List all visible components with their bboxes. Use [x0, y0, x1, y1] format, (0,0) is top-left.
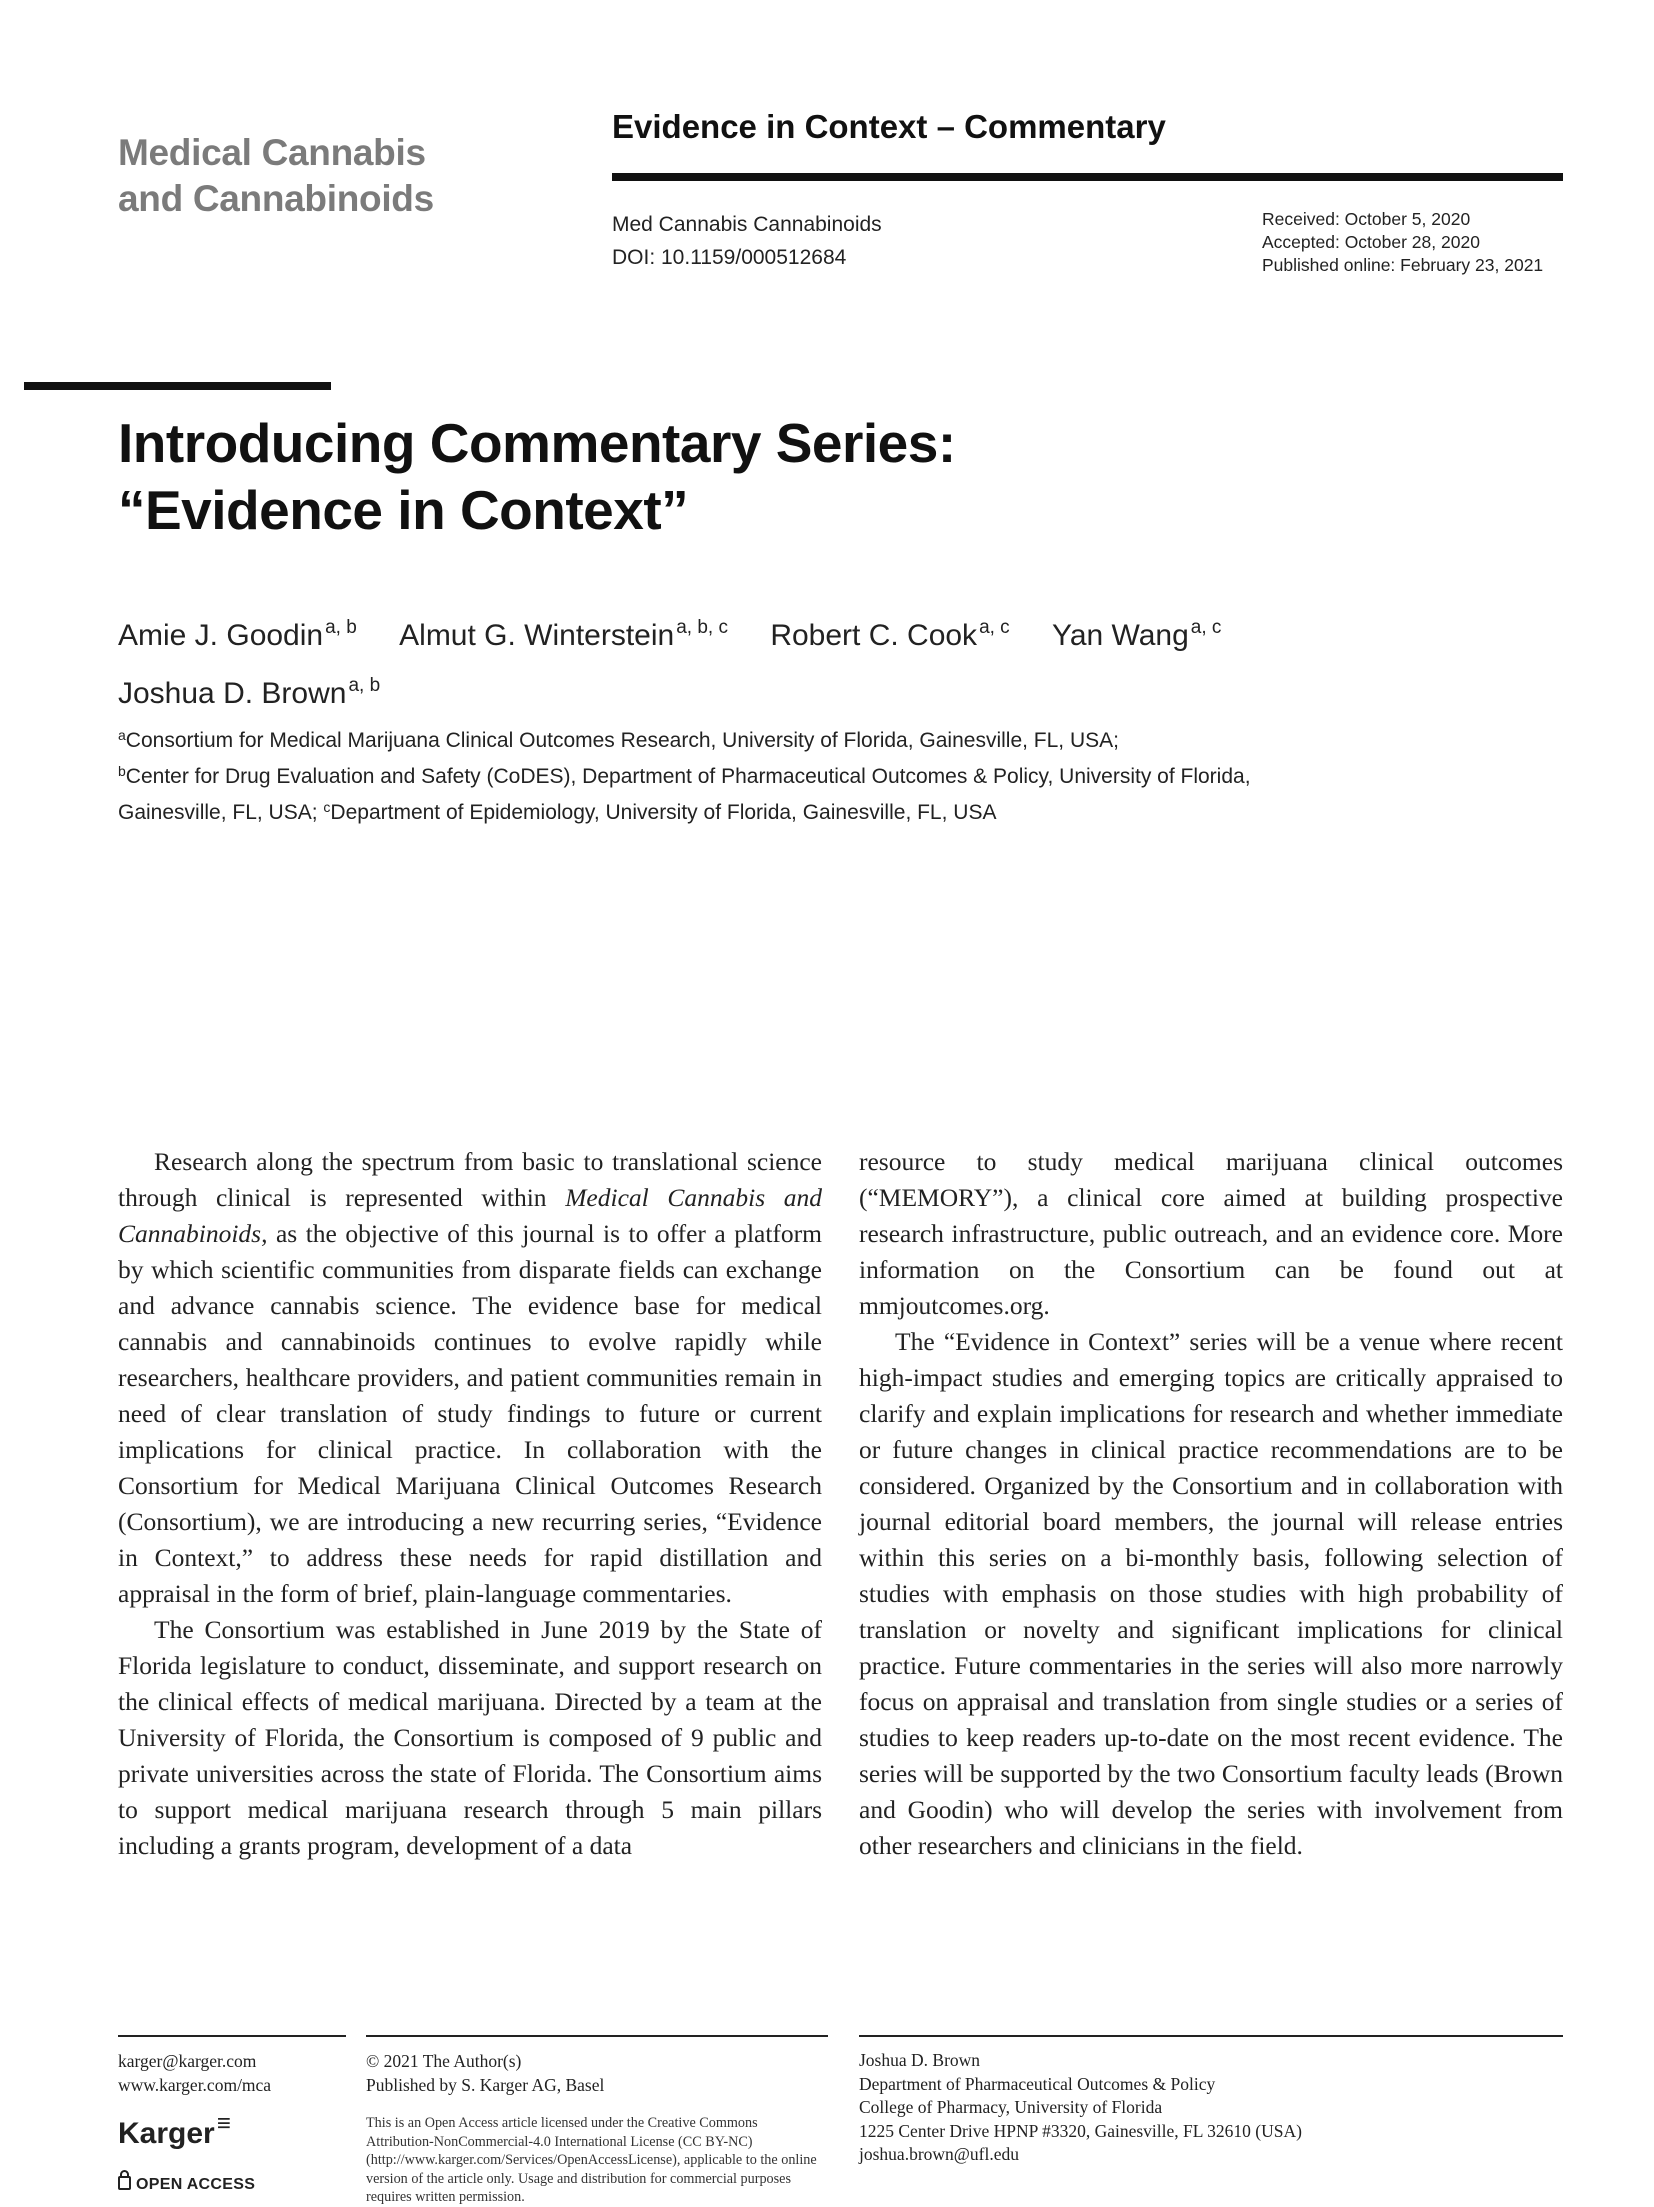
- body-text: Research along the spectrum from basic to translational science through clinical is represented within: [118, 1147, 822, 1212]
- author-name: Amie J. Goodin: [118, 619, 324, 652]
- open-access-label: OPEN ACCESS: [136, 2176, 256, 2193]
- corresp-email[interactable]: joshua.brown@ufl.edu: [859, 2144, 1019, 2164]
- copyright-line: © 2021 The Author(s): [366, 2051, 522, 2071]
- published-date: Published online: February 23, 2021: [1262, 255, 1544, 275]
- received-date: Received: October 5, 2020: [1262, 209, 1471, 229]
- section-label: Evidence in Context – Commentary: [612, 108, 1166, 145]
- journal-name: [118, 130, 478, 222]
- footer-rule-right: [859, 2035, 1563, 2037]
- citation-journal: Med Cannabis Cannabinoids: [612, 213, 882, 236]
- article-dates: [1262, 208, 1543, 277]
- journal-name-line-1: Medical Cannabis: [118, 132, 426, 173]
- correspondence-block: [859, 2049, 1302, 2167]
- author-affil: a, b, c: [676, 617, 728, 638]
- author-affil: a, b: [348, 675, 381, 696]
- body-paragraph-3: The “Evidence in Context” series will be a venue where recent high-impact studies and emerging topics are critically appraised to clarify and explain implications for research and whether immediate or future changes in clinical practice recommendations are to be considered. Organized by the Consortium and in collaboration with journal editorial board members, the journal will release entries within this series on a bi-monthly basis, following selection of studies with emphasis on those studies with high probability of translation or novelty and significant implications for clinical practice. Future commentaries in the series will also more narrowly focus on appraisal and translation from single studies or a series of studies to keep readers up-to-date on the most recent evidence. The series will be supported by the two Consortium faculty leads (Brown and Goodin) who will develop the series with involvement from other researchers and clinicians in the field.: [859, 1327, 1563, 1860]
- body-paragraph-2: The Consortium was established in June 2019 by the State of Florida legislature to conduct, disseminate, and support research on the clinical effects of medical marijuana. Directed by a team at the University of Florida, the Consortium is composed of 9 public and private universities across the state of Florida. The Consortium aims to support medical marijuana research through 5 main pillars including a grants program, development of a data: [118, 1615, 822, 1860]
- publisher-contact: [118, 2049, 271, 2097]
- author-name: Yan Wang: [1052, 619, 1189, 652]
- affiliation-mark: a: [118, 727, 126, 743]
- open-lock-icon: [118, 2176, 131, 2190]
- author-name: Joshua D. Brown: [118, 677, 347, 710]
- header-rule: [612, 173, 1563, 181]
- publisher-email[interactable]: karger@karger.com: [118, 2051, 257, 2071]
- author: [118, 661, 380, 719]
- body-text: as the objective of this journal is to offer a platform by which scientific communities from disparate fields can exchange and advance cannabis science. The evidence base for medical cannabis and cannabinoids continues to evolve rapidly while researchers, healthcare providers, and patient communities remain in need of clear translation of study findings to future or current implications for clinical practice. In collaboration with the Consortium for Medical Marijuana Clinical Outcomes Research (Consortium), we are introducing a new recurring series, “Evidence in Context,” to address these needs for rapid distillation and appraisal in the form of brief, plain-language commentaries.: [118, 1219, 822, 1608]
- affiliation-group: [118, 756, 1288, 828]
- author: [118, 603, 357, 661]
- corresp-department: Department of Pharmaceutical Outcomes & Policy: [859, 2073, 1216, 2094]
- karger-logo-mark-icon: ≡: [216, 2110, 231, 2137]
- citation-block: [612, 208, 882, 274]
- citation-doi[interactable]: DOI: 10.1159/000512684: [612, 246, 847, 269]
- author: [1052, 603, 1221, 661]
- body-paragraph-1: [118, 1144, 822, 1612]
- author-list: [118, 603, 1318, 719]
- body-paragraph-2-continued: resource to study medical marijuana clinical outcomes (“MEMORY”), a clinical core aimed at building prospective research infrastructure, public outreach, and an evidence core. More information on the Consortium can be found out at mmjoutcomes.org.: [859, 1147, 1563, 1320]
- affiliation-text: Consortium for Medical Marijuana Clinical Outcomes Research, University of Florida, Gainesville, FL, USA;: [125, 729, 1119, 752]
- author-name: Robert C. Cook: [770, 619, 978, 652]
- corresp-address: 1225 Center Drive HPNP #3320, Gainesville, FL 32610 (USA): [859, 2120, 1302, 2141]
- title-rule: [24, 382, 331, 390]
- karger-logo: [118, 2110, 231, 2151]
- affiliation-mark: c: [323, 799, 331, 815]
- journal-name-line-2: and Cannabinoids: [118, 178, 434, 219]
- footer-rule-left: [118, 2035, 346, 2037]
- body-column-right: [859, 1144, 1563, 1864]
- publisher-website[interactable]: www.karger.com/mca: [118, 2075, 272, 2095]
- corresp-college: College of Pharmacy, University of Florida: [859, 2097, 1163, 2117]
- affiliations: [118, 720, 1288, 828]
- affiliation: [118, 720, 1288, 756]
- title-line-2: “Evidence in Context”: [118, 479, 689, 541]
- open-access-badge: [118, 2176, 255, 2194]
- affiliation-text: Center for Drug Evaluation and Safety (CoDES), Department of Pharmaceutical Outcomes & Policy, University of Florida, Gainesville, FL, USA;: [118, 765, 1251, 824]
- corresp-name: Joshua D. Brown: [859, 2050, 981, 2070]
- article-title: [118, 410, 1318, 544]
- license-notice: This is an Open Access article licensed under the Creative Commons Attribution-NonCommercial-4.0 International License (CC BY-NC) (http://www.karger.com/Services/OpenAccessLicense), applicable to the online version of the article only. Usage and distribution for commercial purposes requires written permission.: [366, 2115, 817, 2205]
- copyright-block: [366, 2049, 604, 2097]
- author: [770, 603, 1009, 661]
- karger-logo-text: Karger: [118, 2117, 215, 2150]
- journal-name-italic: Medical Cannabis and Cannabinoids,: [118, 1183, 822, 1248]
- title-line-1: Introducing Commentary Series:: [118, 412, 956, 474]
- affiliation-mark: b: [118, 763, 126, 779]
- author-affil: a, b: [325, 617, 357, 638]
- author-affil: a, c: [979, 617, 1010, 638]
- footer-rule-middle: [366, 2035, 828, 2037]
- author-name: Almut G. Winterstein: [399, 619, 675, 652]
- affiliation-text: Department of Epidemiology, University of Florida, Gainesville, FL, USA: [330, 801, 997, 824]
- publisher-line: Published by S. Karger AG, Basel: [366, 2075, 605, 2095]
- accepted-date: Accepted: October 28, 2020: [1262, 232, 1480, 252]
- body-column-left: [118, 1144, 822, 1864]
- author: [399, 603, 728, 661]
- author-affil: a, c: [1190, 617, 1222, 638]
